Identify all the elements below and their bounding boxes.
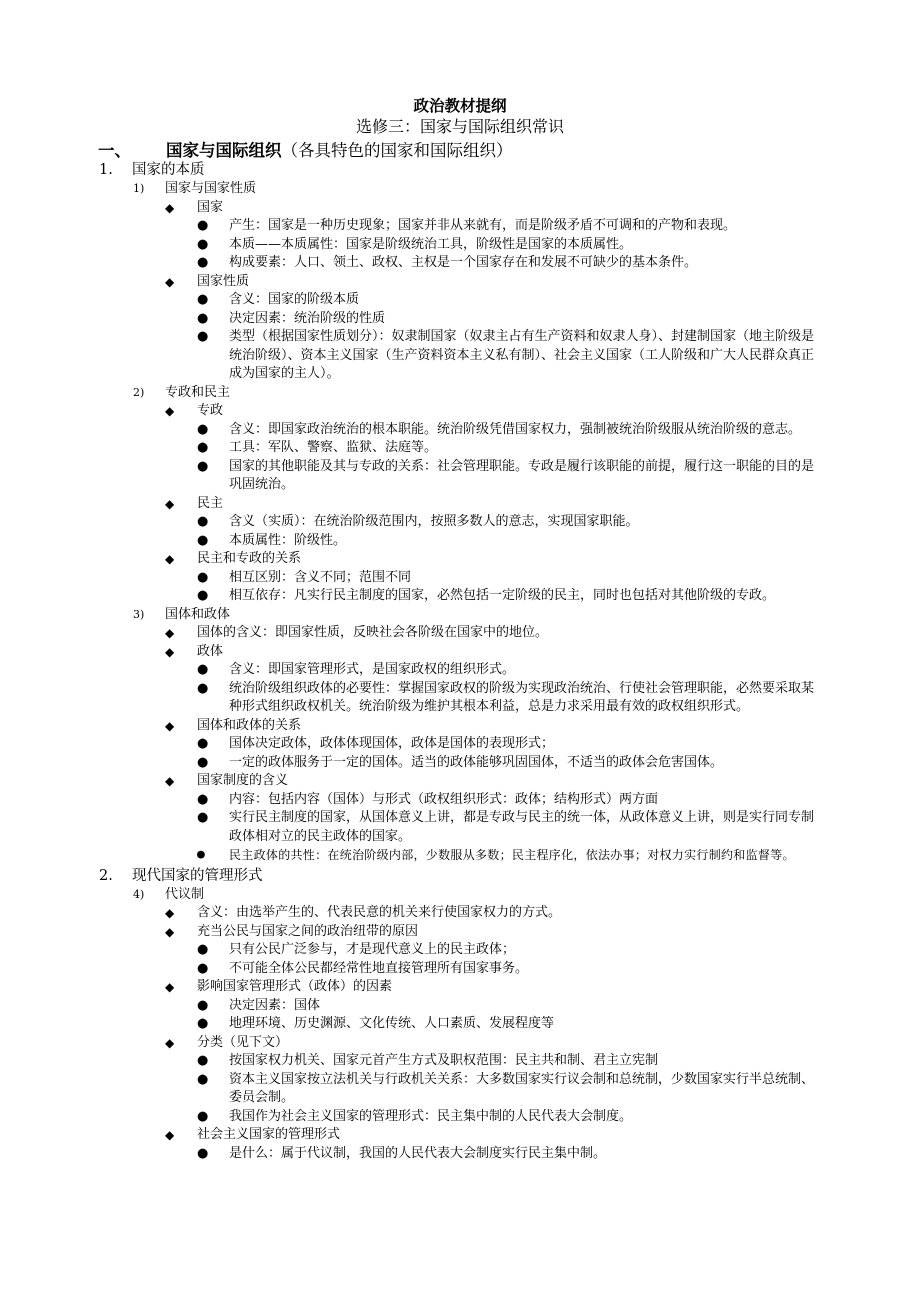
bullet-item (0, 754, 920, 773)
bullet-item (0, 310, 920, 329)
bullet-icon: ● (197, 292, 209, 307)
subsection-number: 4) (133, 887, 145, 901)
topic-item (0, 978, 920, 997)
bullet-item (0, 532, 920, 551)
bullet-text: 本质属性：阶级性。 (229, 532, 347, 548)
bullet-icon: ● (197, 662, 209, 677)
bullet-text: 产生：国家是一种历史现象；国家并非从来就有，而是阶级矛盾不可调和的产物和表现。 (229, 218, 737, 233)
bullet-text: 决定因素：国体 (229, 997, 321, 1013)
bullet-item (0, 328, 920, 384)
bullet-text: 国家的其他职能及其与专政的关系：社会管理职能。专政是履行该职能的前提，履行这一职能的目的是巩固统治。 (229, 458, 815, 492)
bullet-item (0, 513, 920, 532)
bullet-item (0, 1071, 920, 1108)
diamond-icon: ◆ (165, 718, 175, 733)
topic-item (0, 772, 920, 791)
subsection-number: 3) (133, 607, 145, 621)
topic-label: 政体 (197, 643, 224, 659)
bullet-icon: ● (197, 1016, 209, 1031)
topic-item (0, 550, 920, 569)
bullet-item (0, 661, 920, 680)
bullet-text: 决定因素：统治阶级的性质 (229, 310, 386, 326)
bullet-text: 相互区别：含义不同；范围不同 (229, 569, 412, 585)
section-title: 国家与国际组织 (166, 141, 282, 160)
bullet-text: 含义（实质）：在统治阶级范围内，按照多数人的意志，实现国家职能。 (229, 514, 639, 529)
bullet-icon: ● (197, 218, 209, 233)
topic-item (0, 717, 920, 736)
bullet-item (0, 587, 920, 606)
bullet-text: 工具：军队、警察、监狱、法庭等。 (229, 440, 438, 455)
bullet-item (0, 458, 920, 495)
diamond-icon: ◆ (165, 1128, 175, 1142)
diamond-icon: ◆ (165, 906, 175, 920)
bullet-icon: ● (197, 514, 209, 529)
bullet-text: 实行民主制度的国家，从国体意义上讲，都是专政与民主的统一体，从政体意义上讲，则是实行同专制政体相对立的民主政体的国家。 (229, 810, 815, 844)
bullet-text: 按国家权力机关、国家元首产生方式及职权范围：民主共和制、君主立宪制 (229, 1053, 659, 1068)
part-title: 现代国家的管理形式 (132, 867, 263, 884)
bullet-icon: ● (197, 1108, 209, 1124)
bullet-text: 内容：包括内容（国体）与形式（政权组织形式：政体；结构形式）两方面 (229, 791, 659, 807)
topic-item (0, 1126, 920, 1145)
bullet-item (0, 809, 920, 846)
subsection-title: 专政和民主 (165, 384, 231, 400)
topic-item (0, 923, 920, 942)
bullet-item (0, 735, 920, 754)
document-subtitle: 选修三：国家与国际组织常识 (355, 117, 564, 136)
topic-label: 社会主义国家的管理形式 (197, 1127, 341, 1142)
bullet-icon: ● (197, 942, 209, 957)
bullet-text: 类型（根据国家性质划分）：奴隶制国家（奴隶主占有生产资料和奴隶人身）、封建制国家（地主阶级是统治阶级）、资本主义国家（生产资料资本主义私有制）、社会主义国家（工人阶级和广大人民群众真正成为国家的主人）。 (229, 329, 815, 381)
subsection-number: 1) (133, 182, 145, 195)
topic-label: 分类（见下文） (197, 1034, 289, 1050)
bullet-icon: ● (197, 421, 209, 437)
topic-item (0, 624, 920, 643)
bullet-text: 只有公民广泛参与，才是现代意义上的民主政体； (229, 942, 516, 957)
topic-label: 国体的含义：即国家性质，反映社会各阶级在国家中的地位。 (197, 625, 549, 640)
topic-item (0, 402, 920, 421)
bullet-item (0, 680, 920, 717)
bullet-icon: ● (197, 440, 209, 455)
bullet-text: 是什么：属于代议制，我国的人民代表大会制度实行民主集中制。 (229, 1145, 607, 1161)
topic-item (0, 1034, 920, 1053)
subsection-heading (0, 180, 920, 199)
bullet-text: 含义：即国家管理形式，是国家政权的组织形式。 (229, 662, 516, 677)
bullet-item (0, 960, 920, 979)
diamond-icon: ◆ (165, 200, 175, 215)
subsection-heading (0, 886, 920, 905)
subsection-title: 国体和政体 (165, 606, 231, 622)
bullet-icon: ● (197, 791, 209, 807)
bullet-item (0, 1015, 920, 1034)
bullet-item (0, 421, 920, 440)
bullet-icon: ● (197, 1071, 209, 1087)
diamond-icon: ◆ (165, 644, 175, 659)
subsection-number: 2) (133, 385, 145, 399)
bullet-text: 资本主义国家按立法机关与行政机关关系：大多数国家实行议会制和总统制，少数国家实行半总统制、委员会制。 (229, 1071, 815, 1105)
bullet-text: 民主政体的共性：在统治阶级内部，少数服从多数；民主程序化，依法办事；对权力实行制约和监督等。 (229, 848, 795, 862)
bullet-icon: ● (197, 458, 209, 474)
bullet-item (0, 997, 920, 1016)
diamond-icon: ◆ (165, 774, 175, 788)
bullet-icon: ● (197, 569, 209, 585)
bullet-icon: ● (197, 810, 209, 825)
diamond-icon: ◆ (165, 1035, 175, 1050)
topic-label: 含义：由选举产生的、代表民意的机关来行使国家权力的方式。 (197, 905, 562, 920)
bullet-item (0, 254, 920, 273)
bullet-icon: ● (197, 680, 209, 696)
topic-label: 国家制度的含义 (197, 773, 289, 788)
bullet-text: 国体决定政体，政体体现国体，政体是国体的表现形式； (229, 736, 555, 751)
subsection-title: 国家与国家性质 (165, 181, 257, 196)
subsection-heading (0, 606, 920, 625)
diamond-icon: ◆ (165, 496, 175, 511)
diamond-icon: ◆ (165, 980, 175, 994)
bullet-icon: ● (197, 847, 206, 862)
bullet-icon: ● (197, 1145, 209, 1161)
bullet-text: 含义：即国家政治统治的根本职能。统治阶级凭借国家权力，强制被统治阶级服从统治阶级的意志。 (229, 421, 802, 437)
topic-item (0, 495, 920, 514)
topic-label: 充当公民与国家之间的政治纽带的原因 (197, 923, 419, 939)
part-number: 2. (99, 867, 113, 884)
bullet-icon: ● (197, 329, 209, 344)
bullet-icon: ● (197, 236, 209, 252)
topic-item (0, 643, 920, 662)
diamond-icon: ◆ (165, 274, 175, 289)
topic-label: 国家性质 (197, 273, 250, 289)
subsection-title: 代议制 (165, 886, 205, 902)
bullet-icon: ● (197, 532, 209, 548)
bullet-text: 本质——本质属性：国家是阶级统治工具，阶级性是国家的本质属性。 (229, 236, 633, 252)
topic-label: 影响国家管理形式（政体）的因素 (197, 979, 393, 994)
bullet-item (0, 569, 920, 588)
bullet-icon: ● (197, 588, 209, 603)
bullet-item (0, 236, 920, 255)
diamond-icon: ◆ (165, 626, 175, 640)
section-number: 一、 (98, 141, 131, 160)
bullet-text: 我国作为社会主义国家的管理形式：民主集中制的人民代表大会制度。 (229, 1108, 633, 1124)
bullet-text: 构成要素：人口、领土、政权、主权是一个国家存在和发展不可缺少的基本条件。 (229, 255, 698, 270)
part-title: 国家的本质 (132, 162, 205, 178)
bullet-text: 统治阶级组织政体的必要性：掌握国家政权的阶级为实现政治统治、行使社会管理职能，必然要采取某种形式组织政权机关。统治阶级为维护其根本利益，总是力求采用最有效的政权组织形式。 (229, 680, 815, 714)
subsection-heading (0, 384, 920, 403)
bullet-icon: ● (197, 310, 209, 326)
bullet-text: 一定的政体服务于一定的国体。适当的政体能够巩固国体，不适当的政体会危害国体。 (229, 754, 724, 770)
document-page (0, 96, 920, 1163)
topic-item (0, 273, 920, 292)
section-heading (0, 141, 920, 161)
bullet-item (0, 1108, 920, 1127)
bullet-item (0, 791, 920, 810)
bullet-icon: ● (197, 960, 209, 976)
bullet-item (0, 1052, 920, 1071)
bullet-item (0, 217, 920, 236)
bullet-item (0, 439, 920, 458)
bullet-icon: ● (197, 997, 209, 1013)
diamond-icon: ◆ (165, 404, 175, 418)
bullet-text: 地理环境、历史渊源、文化传统、人口素质、发展程度等 (229, 1016, 555, 1031)
diamond-icon: ◆ (165, 552, 175, 566)
document-title: 政治教材提纲 (413, 96, 507, 115)
bullet-text: 不可能全体公民都经常性地直接管理所有国家事务。 (229, 960, 529, 976)
topic-label: 民主 (197, 495, 224, 511)
bullet-item (0, 846, 920, 865)
bullet-text: 含义：国家的阶级本质 (229, 292, 360, 307)
topic-item (0, 199, 920, 218)
diamond-icon: ◆ (165, 924, 175, 939)
bullet-icon: ● (197, 754, 209, 770)
bullet-text: 相互依存：凡实行民主制度的国家，必然包括一定阶级的民主，同时也包括对其他阶级的专政。 (229, 588, 776, 603)
topic-label: 国体和政体的关系 (197, 717, 302, 733)
topic-label: 民主和专政的关系 (197, 551, 302, 566)
bullet-icon: ● (197, 736, 209, 751)
topic-label: 国家 (197, 199, 224, 215)
topic-label: 专政 (197, 403, 224, 418)
bullet-icon: ● (197, 1053, 209, 1068)
section-note: （各具特色的国家和国际组织） (281, 141, 513, 160)
part-number: 1. (99, 162, 113, 178)
part-heading (0, 867, 920, 886)
bullet-item (0, 941, 920, 960)
topic-item (0, 904, 920, 923)
bullet-item (0, 291, 920, 310)
part-heading (0, 161, 920, 180)
bullet-icon: ● (197, 255, 209, 270)
bullet-item (0, 1145, 920, 1164)
